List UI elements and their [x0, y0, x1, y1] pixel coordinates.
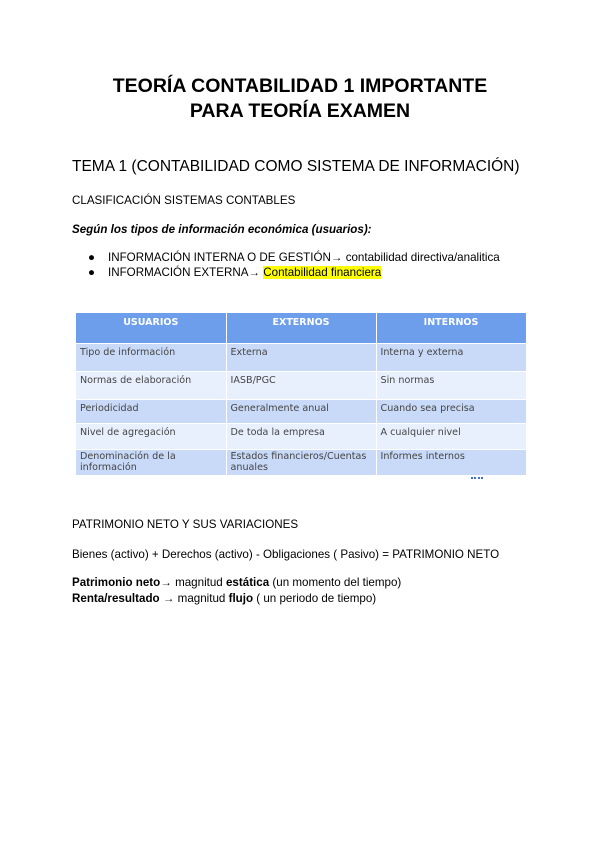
- table-cell: Interna y externa: [376, 343, 526, 371]
- patrimonio-neto-line: [72, 575, 401, 590]
- patrimonio-formula: Bienes (activo) + Derechos (activo) - Obligaciones ( Pasivo) = PATRIMONIO NETO: [72, 548, 500, 561]
- bullet-icon: ●: [88, 251, 96, 264]
- table-cell: Sin normas: [376, 371, 526, 399]
- more-dots-icon: [471, 477, 483, 482]
- table-cell: Normas de elaboración: [76, 371, 226, 399]
- bold-term: flujo: [228, 592, 254, 605]
- table-row: [76, 343, 526, 371]
- bullet-text: INFORMACIÓN INTERNA O DE GESTIÓN→ contabilidad directiva/analitica: [108, 251, 500, 264]
- table-cell: Externa: [226, 343, 376, 371]
- table-cell: Cuando sea precisa: [376, 399, 526, 423]
- line-text: (un momento del tiempo): [269, 576, 402, 589]
- section-title-patrimonio: PATRIMONIO NETO Y SUS VARIACIONES: [72, 518, 299, 531]
- table-row: [76, 423, 526, 449]
- document-title: [0, 74, 600, 124]
- list-item: [88, 265, 500, 280]
- bold-term: Renta/resultado: [72, 592, 160, 605]
- table-cell: Tipo de información: [76, 343, 226, 371]
- table-cell: Estados financieros/Cuentas anuales: [226, 449, 376, 475]
- line-text: ( un periodo de tiempo): [253, 592, 377, 605]
- table-cell: Generalmente anual: [226, 399, 376, 423]
- bold-term: estática: [225, 576, 270, 589]
- bullet-icon: ●: [88, 266, 96, 279]
- line-text: → magnitud: [160, 576, 226, 589]
- subheading-usuarios: Según los tipos de información económica (usuarios):: [72, 223, 372, 236]
- table-cell: Denominación de la información: [76, 449, 226, 475]
- usuarios-table: [76, 313, 527, 475]
- table-cell: Periodicidad: [76, 399, 226, 423]
- tema1-heading: TEMA 1 (CONTABILIDAD COMO SISTEMA DE INFORMACIÓN): [72, 158, 520, 175]
- table-row: [76, 399, 526, 423]
- renta-resultado-line: [72, 591, 376, 606]
- table-cell: IASB/PGC: [226, 371, 376, 399]
- table-row: [76, 371, 526, 399]
- table-header-cell: EXTERNOS: [226, 313, 376, 343]
- title-line-1: TEORÍA CONTABILIDAD 1 IMPORTANTE: [112, 75, 488, 97]
- table-cell: Nivel de agregación: [76, 423, 226, 449]
- bullet-list: [88, 250, 500, 280]
- line-text: → magnitud: [159, 592, 229, 605]
- table-header-cell: INTERNOS: [376, 313, 526, 343]
- table-header-row: [76, 313, 526, 343]
- table-cell: Informes internos: [376, 449, 526, 475]
- bold-term: Patrimonio neto: [72, 576, 161, 589]
- table-cell: A cualquier nivel: [376, 423, 526, 449]
- list-item: [88, 250, 500, 265]
- highlighted-text: Contabilidad financiera: [263, 266, 382, 279]
- bullet-text: INFORMACIÓN EXTERNA→: [108, 266, 264, 279]
- table-row: [76, 449, 526, 475]
- table-header-cell: USUARIOS: [76, 313, 226, 343]
- title-line-2: PARA TEORÍA EXAMEN: [189, 100, 411, 122]
- section-title-clasificacion: CLASIFICACIÓN SISTEMAS CONTABLES: [72, 194, 296, 207]
- table-cell: De toda la empresa: [226, 423, 376, 449]
